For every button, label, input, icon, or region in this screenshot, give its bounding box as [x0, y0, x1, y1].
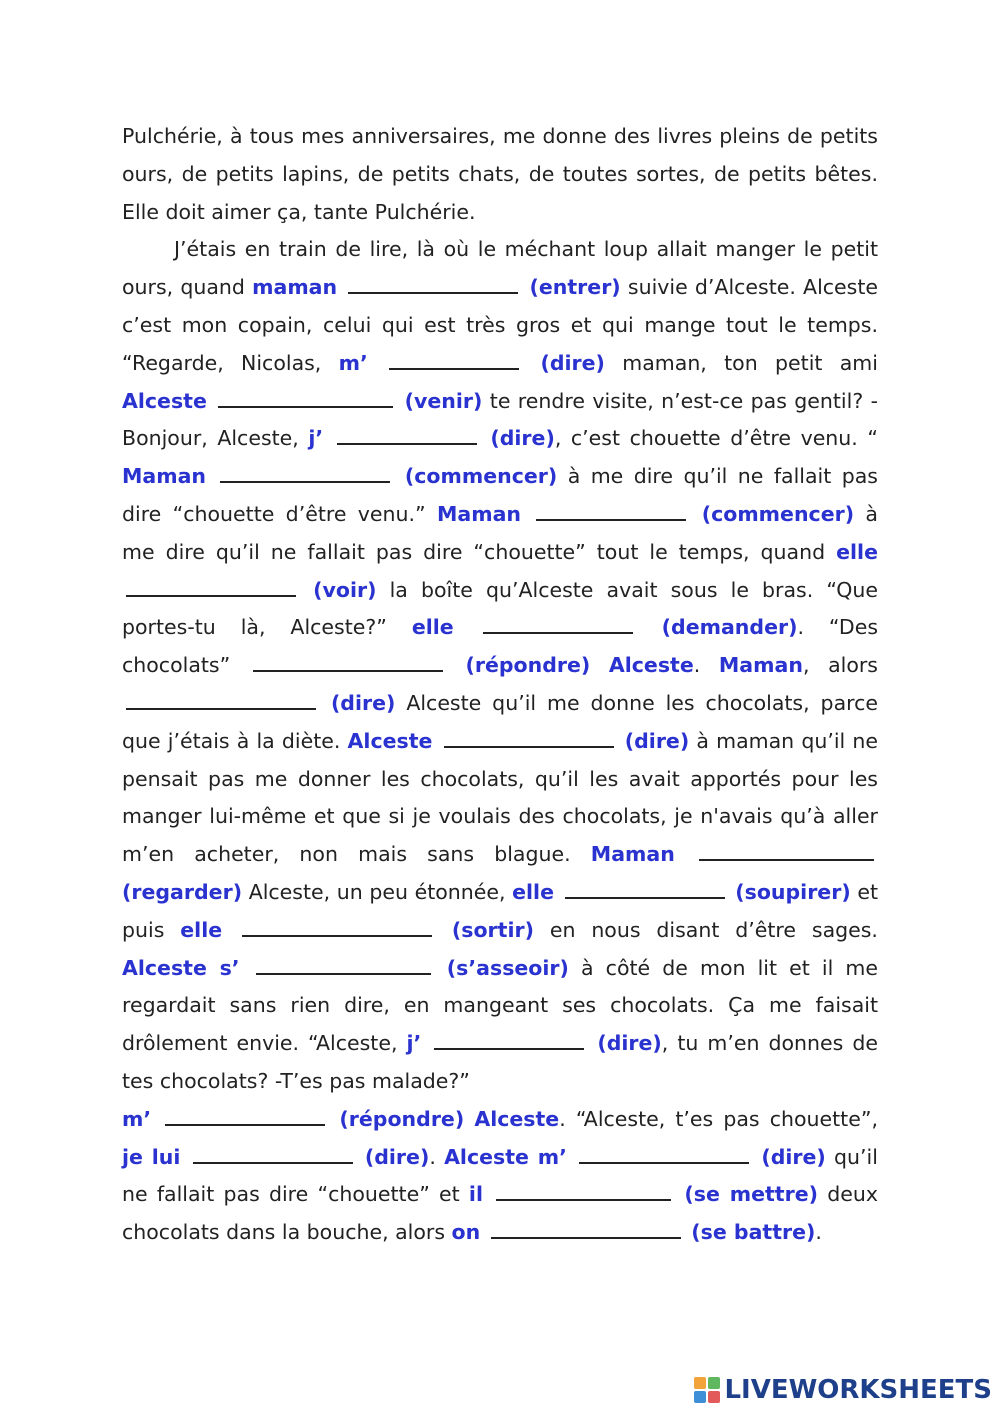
- verb-hint: (regarder): [122, 879, 243, 904]
- answer-blank[interactable]: [220, 459, 390, 483]
- answer-blank[interactable]: [126, 573, 296, 597]
- subject: Maman: [437, 501, 522, 526]
- answer-blank[interactable]: [389, 346, 519, 370]
- verb-hint: (dire): [540, 350, 605, 375]
- verb-hint: (sortir): [451, 917, 534, 942]
- text: , alors: [802, 653, 878, 678]
- subject: elle: [836, 539, 878, 564]
- subject: je lui: [122, 1144, 181, 1169]
- verb-hint: (dire): [330, 690, 396, 715]
- subject: Maman: [122, 464, 207, 489]
- answer-blank[interactable]: [536, 497, 686, 521]
- answer-blank[interactable]: [565, 875, 725, 899]
- subject: maman: [252, 275, 338, 300]
- answer-blank[interactable]: [193, 1140, 353, 1164]
- subject: Maman: [718, 653, 803, 678]
- text: te rendre visite, n’est-ce pas gentil? -Bonjour, Alceste,: [122, 388, 878, 451]
- subject: m’: [338, 350, 368, 375]
- liveworksheets-logo[interactable]: [694, 1373, 992, 1407]
- subject: j’: [308, 426, 324, 451]
- text: à me dire qu’il ne fallait pas dire “chouette” tout le temps, quand: [122, 501, 878, 564]
- verb-hint: (voir): [313, 577, 377, 602]
- verb-hint: (demander): [661, 615, 798, 640]
- answer-blank[interactable]: [348, 270, 518, 294]
- liveworksheets-logo-icon: [694, 1377, 720, 1403]
- subject: Maman: [590, 842, 675, 867]
- text: suivie d’Alceste. Alceste c’est mon copain, celui qui est très gros et qui mange tout le temps. “Regarde, Nicolas,: [122, 275, 878, 375]
- text: deux chocolats dans la bouche, alors: [122, 1182, 878, 1245]
- answer-blank[interactable]: [256, 951, 431, 975]
- answer-blank[interactable]: [434, 1026, 584, 1050]
- answer-blank[interactable]: [165, 1102, 325, 1126]
- verb-hint: (s’asseoir): [446, 955, 569, 980]
- verb-hint: (dire): [761, 1144, 826, 1169]
- verb-hint: (soupirer): [735, 879, 851, 904]
- answer-blank[interactable]: [126, 686, 316, 710]
- text: .: [693, 653, 701, 678]
- answer-blank[interactable]: [491, 1215, 681, 1239]
- verb-hint: (entrer): [529, 275, 621, 300]
- text: J’étais en train de lire, là où le méchant loup allait manger le petit ours, quand: [122, 237, 878, 300]
- verb-hint: (commencer): [701, 501, 855, 526]
- answer-blank[interactable]: [699, 837, 874, 861]
- answer-blank[interactable]: [242, 913, 432, 937]
- subject: il: [468, 1182, 483, 1207]
- answer-blank[interactable]: [483, 610, 633, 634]
- subject: Alceste: [122, 388, 207, 413]
- subject: elle: [180, 917, 223, 942]
- answer-blank[interactable]: [444, 724, 614, 748]
- text: . “Des chocolats”: [122, 615, 878, 678]
- verb-hint: (dire): [364, 1144, 430, 1169]
- worksheet-text: [122, 118, 878, 1252]
- answer-blank[interactable]: [337, 421, 477, 445]
- subject: elle: [411, 615, 454, 640]
- subject: Alceste: [608, 653, 694, 678]
- subject: Alceste: [347, 728, 433, 753]
- subject: Alceste: [474, 1106, 560, 1131]
- text: à côté de mon lit et il me regardait sans rien dire, en mangeant ses chocolats. Ça me faisait drôlement envie. “Alceste,: [122, 955, 878, 1056]
- text: .: [815, 1220, 822, 1245]
- answer-blank[interactable]: [579, 1140, 749, 1164]
- text: à me dire qu’il ne fallait pas dire “chouette d’être venu.”: [122, 464, 878, 526]
- verb-hint: (dire): [624, 728, 690, 753]
- text: Pulchérie, à tous mes anniversaires, me donne des livres pleins de petits ours, de petits lapins, de petits chats, de toutes sortes, de petits bêtes. Elle doit aimer ça, tante Pulchérie.: [122, 124, 878, 224]
- subject: m’: [122, 1106, 152, 1131]
- paragraph-ending: [122, 1101, 878, 1252]
- subject: Alceste s’: [122, 955, 240, 980]
- text: Alceste qu’il me donne les chocolats, parce que j’étais à la diète.: [122, 690, 878, 753]
- text: , tu m’en donnes de tes chocolats? -T’es pas malade?”: [122, 1031, 878, 1093]
- text: la boîte qu’Alceste avait sous le bras. “Que portes-tu là, Alceste?”: [122, 577, 878, 640]
- paragraph-intro: [122, 118, 878, 231]
- text: . “Alceste, t’es pas chouette”,: [559, 1106, 878, 1131]
- logo-text: LIVEWORKSHEETS: [724, 1375, 992, 1405]
- subject: Alceste m’: [444, 1144, 567, 1169]
- answer-blank[interactable]: [253, 648, 443, 672]
- text: .: [429, 1144, 436, 1169]
- verb-hint: (dire): [597, 1031, 662, 1056]
- subject: j’: [406, 1031, 422, 1056]
- subject: elle: [512, 879, 554, 904]
- verb-hint: (se battre): [691, 1220, 816, 1245]
- text: et puis: [122, 879, 878, 942]
- text: Alceste, un peu étonnée,: [248, 879, 506, 904]
- text: à maman qu’il ne pensait pas me donner les chocolats, qu’il les avait apportés pour les manger lui-même et que si je voulais des chocolats, je n'avais qu’à aller m’en acheter, non mais sans blague.: [122, 728, 878, 867]
- answer-blank[interactable]: [218, 384, 393, 408]
- answer-blank[interactable]: [496, 1177, 671, 1201]
- text: qu’il ne fallait pas dire “chouette” et: [122, 1144, 878, 1207]
- subject: on: [451, 1220, 481, 1245]
- verb-hint: (répondre): [465, 653, 591, 678]
- text: , c’est chouette d’être venu. “: [554, 426, 878, 451]
- text: maman, ton petit ami: [622, 350, 878, 375]
- verb-hint: (dire): [490, 426, 555, 451]
- text: en nous disant d’être sages.: [549, 917, 878, 942]
- paragraph-story: [122, 231, 878, 1100]
- verb-hint: (répondre): [339, 1106, 465, 1131]
- verb-hint: (se mettre): [684, 1182, 818, 1207]
- verb-hint: (commencer): [404, 464, 558, 489]
- verb-hint: (venir): [404, 388, 483, 413]
